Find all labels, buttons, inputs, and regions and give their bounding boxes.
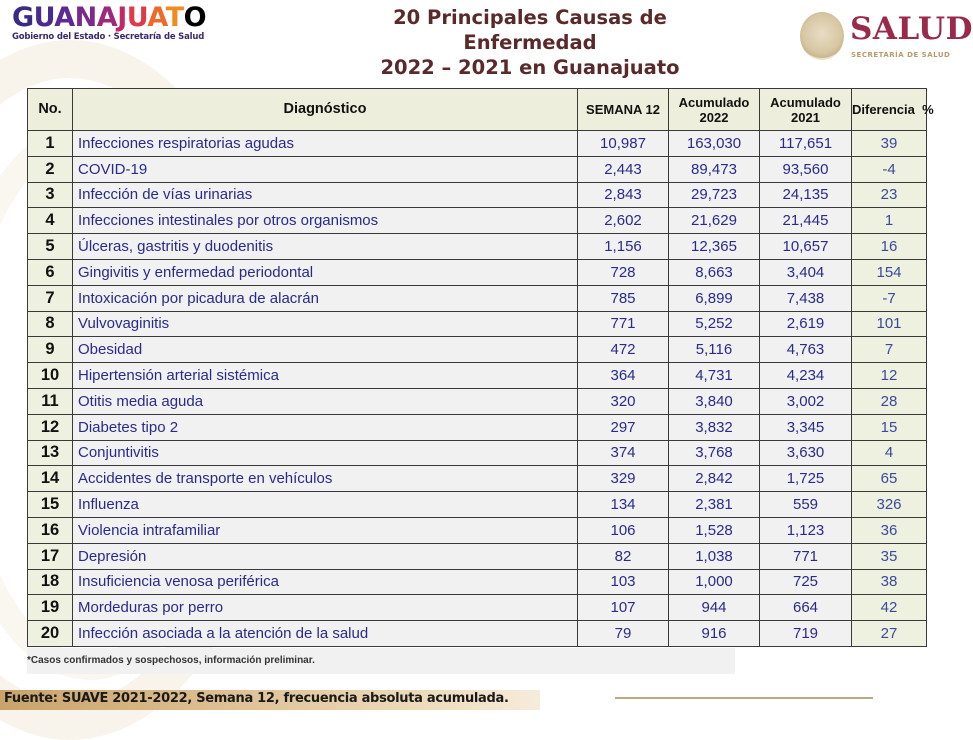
row-number: 15 xyxy=(28,492,73,518)
diferencia-cell: 38 xyxy=(852,569,927,595)
table-row xyxy=(28,543,927,569)
acumulado-2021-cell: 2,619 xyxy=(760,311,852,337)
table-row xyxy=(28,414,927,440)
diseases-table xyxy=(27,88,934,647)
row-number: 19 xyxy=(28,595,73,621)
acumulado-2021-cell: 3,404 xyxy=(760,259,852,285)
diferencia-cell: 42 xyxy=(852,595,927,621)
table-row xyxy=(28,311,927,337)
semana-12-cell: 134 xyxy=(578,492,669,518)
column-header-acumulado-2021-label: Acumulado 2021 xyxy=(770,94,841,125)
acumulado-2021-cell: 719 xyxy=(760,621,852,647)
acumulado-2022-cell: 89,473 xyxy=(669,156,760,182)
diferencia-cell: 154 xyxy=(852,259,927,285)
acumulado-2022-cell: 8,663 xyxy=(669,259,760,285)
acumulado-2022-cell: 5,116 xyxy=(669,337,760,363)
column-header-diagnostico: Diagnóstico xyxy=(73,89,578,131)
diagnosis-cell: Influenza xyxy=(73,492,578,518)
semana-12-cell: 771 xyxy=(578,311,669,337)
diferencia-cell: 35 xyxy=(852,543,927,569)
semana-12-cell: 1,156 xyxy=(578,234,669,260)
acumulado-2022-cell: 29,723 xyxy=(669,182,760,208)
row-number: 6 xyxy=(28,259,73,285)
row-number: 20 xyxy=(28,621,73,647)
diagnosis-cell: Infecciones intestinales por otros organismos xyxy=(73,208,578,234)
footer-divider xyxy=(615,697,873,699)
diagnosis-cell: Infección de vías urinarias xyxy=(73,182,578,208)
acumulado-2021-cell: 4,234 xyxy=(760,363,852,389)
semana-12-cell: 364 xyxy=(578,363,669,389)
table-row xyxy=(28,131,927,157)
semana-12-cell: 106 xyxy=(578,517,669,543)
diagnosis-cell: Mordeduras por perro xyxy=(73,595,578,621)
acumulado-2022-cell: 1,528 xyxy=(669,517,760,543)
table-header-row xyxy=(28,89,927,131)
acumulado-2022-cell: 2,381 xyxy=(669,492,760,518)
table-row xyxy=(28,621,927,647)
row-number: 9 xyxy=(28,337,73,363)
table-row xyxy=(28,388,927,414)
diagnosis-cell: Otitis media aguda xyxy=(73,388,578,414)
semana-12-cell: 107 xyxy=(578,595,669,621)
diferencia-cell: 7 xyxy=(852,337,927,363)
title-line-2: Enfermedad xyxy=(463,31,597,54)
diagnosis-cell: Insuficiencia venosa periférica xyxy=(73,569,578,595)
diferencia-cell: 12 xyxy=(852,363,927,389)
guanajuato-logo xyxy=(12,2,207,42)
column-header-diferencia: Diferencia % xyxy=(852,89,927,131)
diferencia-cell: 23 xyxy=(852,182,927,208)
acumulado-2021-cell: 7,438 xyxy=(760,285,852,311)
row-number: 18 xyxy=(28,569,73,595)
table-row xyxy=(28,595,927,621)
title-line-1: 20 Principales Causas de xyxy=(393,6,667,29)
acumulado-2021-cell: 664 xyxy=(760,595,852,621)
semana-12-cell: 785 xyxy=(578,285,669,311)
diferencia-cell: 65 xyxy=(852,466,927,492)
table-row xyxy=(28,569,927,595)
row-number: 7 xyxy=(28,285,73,311)
acumulado-2021-cell: 93,560 xyxy=(760,156,852,182)
diferencia-cell: 326 xyxy=(852,492,927,518)
diagnosis-cell: Conjuntivitis xyxy=(73,440,578,466)
acumulado-2021-cell: 3,630 xyxy=(760,440,852,466)
guanajuato-logo-subtitle: Gobierno del Estado · Secretaría de Salud xyxy=(12,32,205,42)
table-row xyxy=(28,285,927,311)
table-row xyxy=(28,440,927,466)
semana-12-cell: 2,443 xyxy=(578,156,669,182)
source-text: Fuente: SUAVE 2021-2022, Semana 12, frecuencia absoluta acumulada. xyxy=(4,691,509,706)
acumulado-2021-cell: 771 xyxy=(760,543,852,569)
row-number: 4 xyxy=(28,208,73,234)
acumulado-2022-cell: 916 xyxy=(669,621,760,647)
table-row xyxy=(28,337,927,363)
diferencia-cell: 39 xyxy=(852,131,927,157)
acumulado-2022-cell: 1,038 xyxy=(669,543,760,569)
table-row xyxy=(28,259,927,285)
semana-12-cell: 472 xyxy=(578,337,669,363)
diferencia-cell: 1 xyxy=(852,208,927,234)
acumulado-2022-cell: 3,768 xyxy=(669,440,760,466)
table-row xyxy=(28,182,927,208)
semana-12-cell: 320 xyxy=(578,388,669,414)
diagnosis-cell: Infecciones respiratorias agudas xyxy=(73,131,578,157)
row-number: 3 xyxy=(28,182,73,208)
diagnosis-cell: COVID-19 xyxy=(73,156,578,182)
semana-12-cell: 79 xyxy=(578,621,669,647)
salud-wordmark: SALUD xyxy=(850,11,973,47)
row-number: 17 xyxy=(28,543,73,569)
diferencia-cell: 36 xyxy=(852,517,927,543)
table-row xyxy=(28,466,927,492)
acumulado-2022-cell: 3,832 xyxy=(669,414,760,440)
diagnosis-cell: Accidentes de transporte en vehículos xyxy=(73,466,578,492)
table-row xyxy=(28,517,927,543)
diagnosis-cell: Intoxicación por picadura de alacrán xyxy=(73,285,578,311)
table-row xyxy=(28,234,927,260)
acumulado-2021-cell: 1,725 xyxy=(760,466,852,492)
diagnosis-cell: Vulvovaginitis xyxy=(73,311,578,337)
table-row xyxy=(28,156,927,182)
semana-12-cell: 728 xyxy=(578,259,669,285)
acumulado-2022-cell: 21,629 xyxy=(669,208,760,234)
diagnosis-cell: Diabetes tipo 2 xyxy=(73,414,578,440)
acumulado-2021-cell: 3,345 xyxy=(760,414,852,440)
acumulado-2021-cell: 559 xyxy=(760,492,852,518)
acumulado-2022-cell: 944 xyxy=(669,595,760,621)
row-number: 14 xyxy=(28,466,73,492)
diagnosis-cell: Violencia intrafamiliar xyxy=(73,517,578,543)
semana-12-cell: 103 xyxy=(578,569,669,595)
row-number: 2 xyxy=(28,156,73,182)
diagnosis-cell: Hipertensión arterial sistémica xyxy=(73,363,578,389)
acumulado-2022-cell: 4,731 xyxy=(669,363,760,389)
page-title xyxy=(300,5,760,80)
semana-12-cell: 329 xyxy=(578,466,669,492)
table-row xyxy=(28,363,927,389)
table-row xyxy=(28,492,927,518)
row-number: 5 xyxy=(28,234,73,260)
column-header-semana: SEMANA 12 xyxy=(578,89,669,131)
column-header-acumulado-2021 xyxy=(760,89,852,131)
row-number: 8 xyxy=(28,311,73,337)
acumulado-2021-cell: 21,445 xyxy=(760,208,852,234)
diagnosis-cell: Obesidad xyxy=(73,337,578,363)
table-row xyxy=(28,208,927,234)
acumulado-2022-cell: 3,840 xyxy=(669,388,760,414)
diferencia-cell: -7 xyxy=(852,285,927,311)
semana-12-cell: 82 xyxy=(578,543,669,569)
guanajuato-wordmark: GUANAJUATO xyxy=(12,2,207,33)
acumulado-2021-cell: 725 xyxy=(760,569,852,595)
diferencia-cell: 28 xyxy=(852,388,927,414)
diagnosis-cell: Gingivitis y enfermedad periodontal xyxy=(73,259,578,285)
diagnosis-cell: Infección asociada a la atención de la salud xyxy=(73,621,578,647)
diferencia-cell: 101 xyxy=(852,311,927,337)
acumulado-2022-cell: 6,899 xyxy=(669,285,760,311)
column-header-acumulado-2022-label: Acumulado 2022 xyxy=(678,94,750,125)
acumulado-2021-cell: 4,763 xyxy=(760,337,852,363)
title-line-3: 2022 – 2021 en Guanajuato xyxy=(380,56,680,79)
acumulado-2022-cell: 163,030 xyxy=(669,131,760,157)
acumulado-2021-cell: 1,123 xyxy=(760,517,852,543)
diferencia-cell: -4 xyxy=(852,156,927,182)
diferencia-cell: 4 xyxy=(852,440,927,466)
diferencia-cell: 16 xyxy=(852,234,927,260)
acumulado-2022-cell: 12,365 xyxy=(669,234,760,260)
column-header-acumulado-2022 xyxy=(669,89,760,131)
row-number: 16 xyxy=(28,517,73,543)
acumulado-2022-cell: 1,000 xyxy=(669,569,760,595)
acumulado-2021-cell: 117,651 xyxy=(760,131,852,157)
salud-logo-subtitle: SECRETARÍA DE SALUD xyxy=(851,51,951,59)
semana-12-cell: 2,602 xyxy=(578,208,669,234)
diagnosis-cell: Depresión xyxy=(73,543,578,569)
column-header-no: No. xyxy=(28,89,73,131)
salud-logo xyxy=(800,10,973,65)
acumulado-2021-cell: 3,002 xyxy=(760,388,852,414)
diferencia-cell: 27 xyxy=(852,621,927,647)
row-number: 11 xyxy=(28,388,73,414)
semana-12-cell: 297 xyxy=(578,414,669,440)
national-seal-icon xyxy=(800,12,844,60)
semana-12-cell: 10,987 xyxy=(578,131,669,157)
diferencia-cell: 15 xyxy=(852,414,927,440)
row-number: 1 xyxy=(28,131,73,157)
acumulado-2022-cell: 2,842 xyxy=(669,466,760,492)
footnote: *Casos confirmados y sospechosos, información preliminar. xyxy=(27,655,315,666)
acumulado-2021-cell: 24,135 xyxy=(760,182,852,208)
row-number: 13 xyxy=(28,440,73,466)
row-number: 12 xyxy=(28,414,73,440)
acumulado-2021-cell: 10,657 xyxy=(760,234,852,260)
row-number: 10 xyxy=(28,363,73,389)
semana-12-cell: 2,843 xyxy=(578,182,669,208)
diagnosis-cell: Úlceras, gastritis y duodenitis xyxy=(73,234,578,260)
semana-12-cell: 374 xyxy=(578,440,669,466)
acumulado-2022-cell: 5,252 xyxy=(669,311,760,337)
